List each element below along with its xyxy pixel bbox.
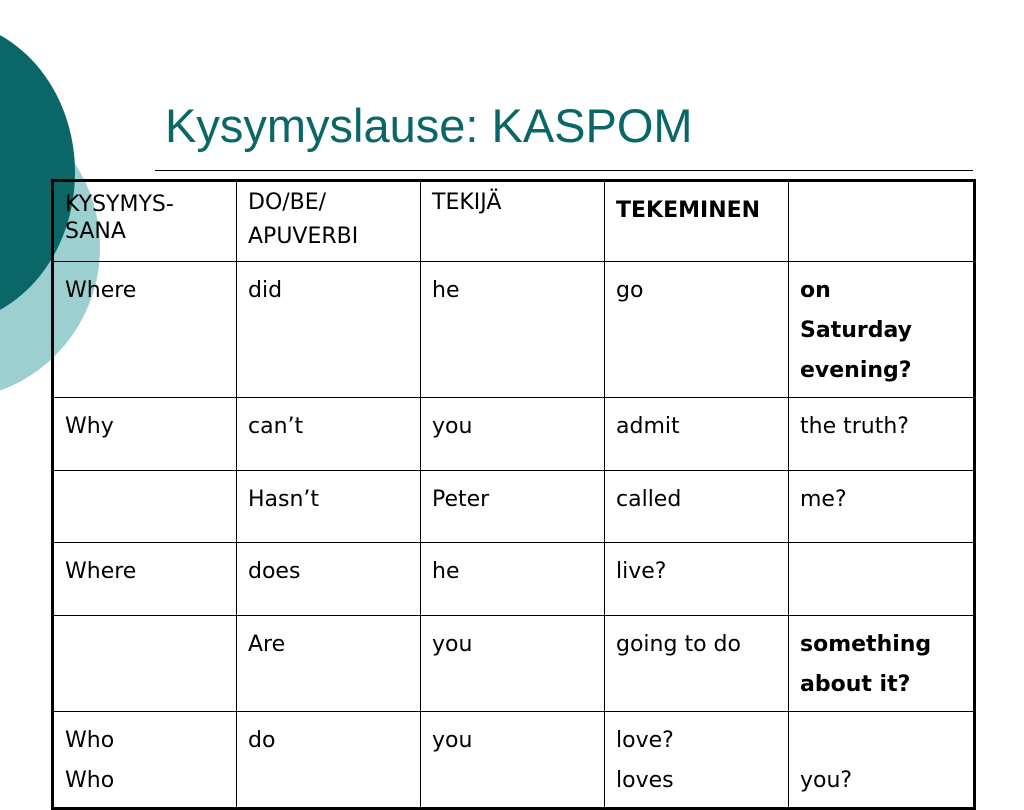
- header-tekija: TEKIJÄ: [421, 181, 605, 262]
- cell-aux: does: [237, 543, 421, 616]
- cell-rest: the truth?: [789, 398, 975, 471]
- cell-q: [53, 616, 237, 712]
- cell-aux: Are: [237, 616, 421, 712]
- table-row: [53, 398, 975, 471]
- table-row: [53, 712, 975, 809]
- header-tekeminen: TEKEMINEN: [605, 181, 789, 262]
- table-row: [53, 616, 975, 712]
- cell-subj: he: [421, 262, 605, 398]
- cell-rest-line: Saturday: [800, 318, 912, 343]
- header-kysymys-line2: SANA: [65, 219, 126, 244]
- cell-subj: you: [421, 712, 605, 809]
- cell-verb: go: [605, 262, 789, 398]
- header-dobe: [237, 181, 421, 262]
- header-dobe-line1: DO/BE/: [248, 190, 327, 215]
- cell-q: Where: [53, 543, 237, 616]
- cell-verb: [605, 712, 789, 809]
- cell-verb: called: [605, 471, 789, 543]
- question-structure-table: [51, 179, 976, 810]
- cell-verb: going to do: [605, 616, 789, 712]
- header-kysymys: [53, 181, 237, 262]
- cell-verb: admit: [605, 398, 789, 471]
- table-header-row: [53, 181, 975, 262]
- table-row: [53, 543, 975, 616]
- cell-aux: can’t: [237, 398, 421, 471]
- cell-rest: [789, 616, 975, 712]
- cell-q: Why: [53, 398, 237, 471]
- cell-q-line: Who: [65, 768, 115, 793]
- cell-rest: [789, 543, 975, 616]
- cell-subj: he: [421, 543, 605, 616]
- cell-rest-line: on: [800, 278, 831, 303]
- cell-rest-line: evening?: [800, 358, 912, 383]
- cell-verb-line: loves: [616, 768, 674, 793]
- cell-rest: me?: [789, 471, 975, 543]
- slide-title: Kysymyslause: KASPOM: [165, 99, 693, 152]
- cell-rest: you?: [789, 712, 975, 809]
- cell-rest: [789, 262, 975, 398]
- cell-q: [53, 471, 237, 543]
- header-extra: [789, 181, 975, 262]
- cell-rest-line: something: [800, 632, 932, 657]
- cell-aux: did: [237, 262, 421, 398]
- header-dobe-line2: APUVERBI: [248, 224, 359, 249]
- cell-verb-line: love?: [616, 728, 674, 753]
- table-row: [53, 262, 975, 398]
- cell-q-line: Who: [65, 728, 115, 753]
- cell-verb: live?: [605, 543, 789, 616]
- cell-aux: Hasn’t: [237, 471, 421, 543]
- header-kysymys-line1: KYSYMYS-: [65, 192, 174, 217]
- cell-aux: do: [237, 712, 421, 809]
- cell-subj: you: [421, 616, 605, 712]
- title-divider: [155, 170, 973, 171]
- cell-q: Where: [53, 262, 237, 398]
- cell-q: [53, 712, 237, 809]
- table-row: [53, 471, 975, 543]
- cell-rest-line: about it?: [800, 672, 911, 697]
- cell-subj: Peter: [421, 471, 605, 543]
- cell-subj: you: [421, 398, 605, 471]
